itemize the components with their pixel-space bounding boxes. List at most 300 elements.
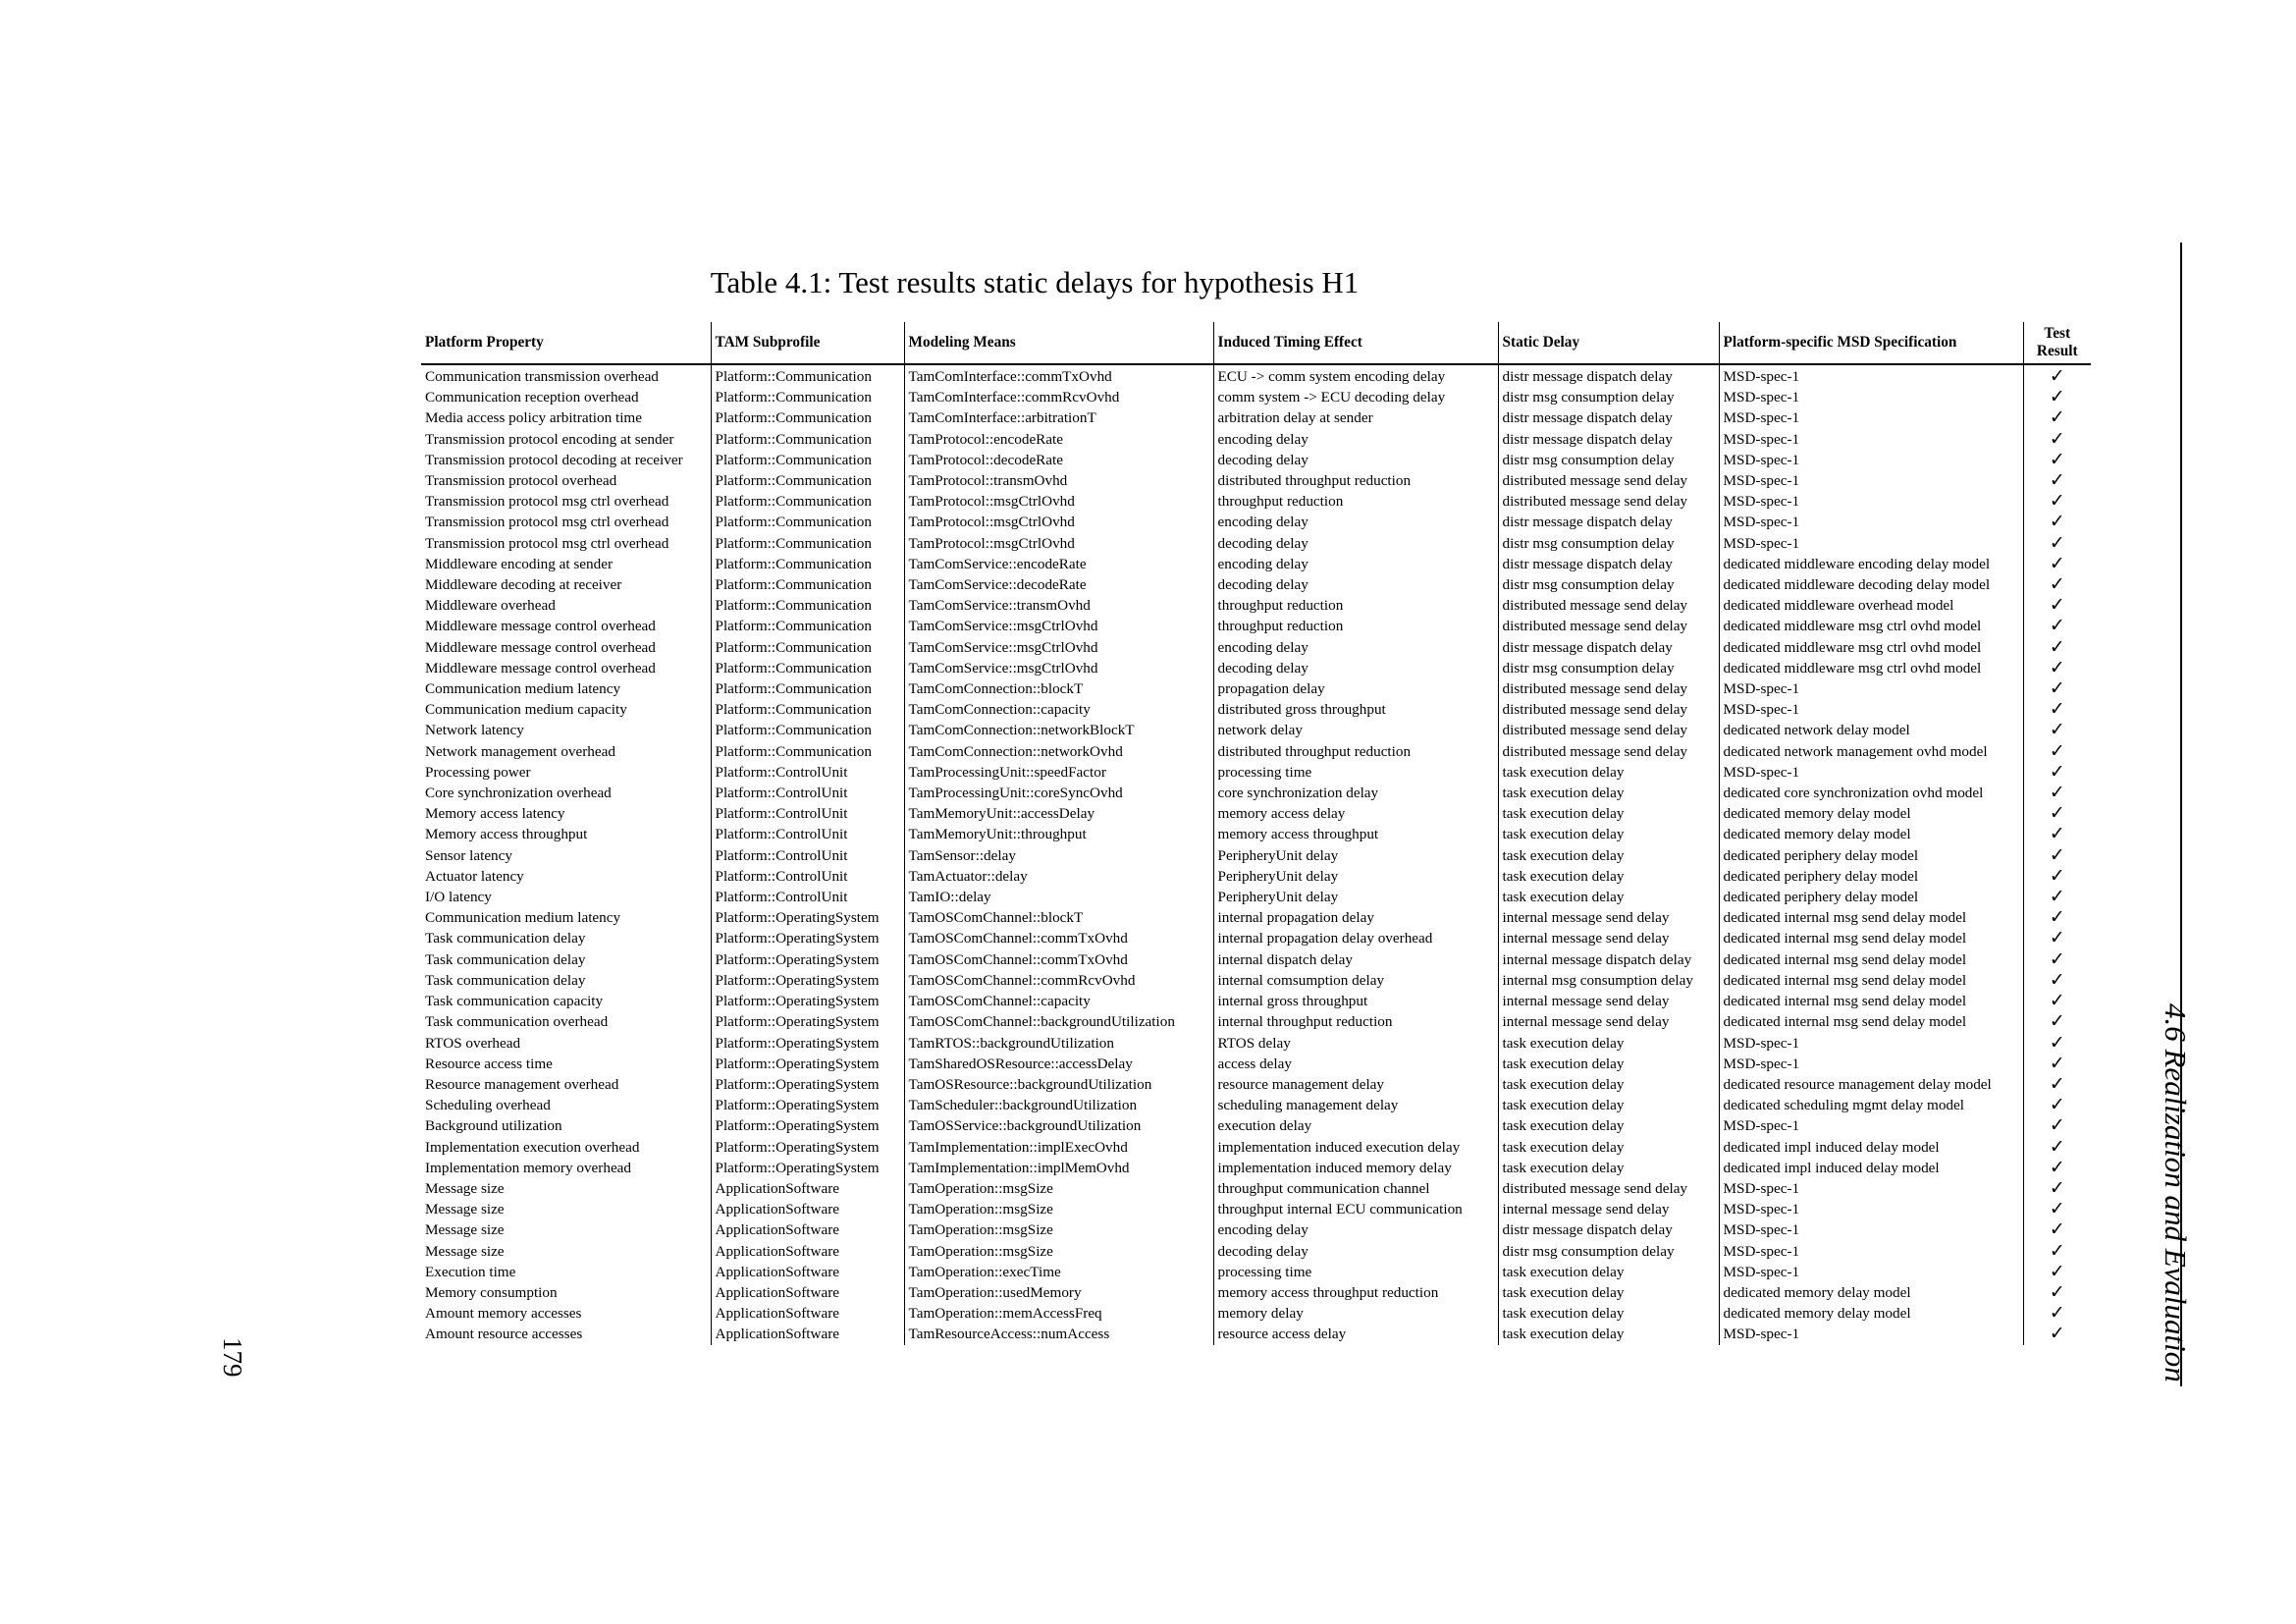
cell-modeling-means: TamOperation::msgSize [904, 1199, 1213, 1219]
cell-static-delay: task execution delay [1498, 1074, 1719, 1095]
cell-induced-timing-effect: throughput reduction [1213, 595, 1498, 616]
cell-modeling-means: TamOSComChannel::commRcvOvhd [904, 970, 1213, 991]
cell-tam-subprofile: ApplicationSoftware [711, 1303, 904, 1324]
table-row [421, 1158, 2091, 1178]
cell-msd-specification: MSD-spec-1 [1719, 387, 2023, 407]
cell-tam-subprofile: ApplicationSoftware [711, 1282, 904, 1303]
check-mark-icon: ✓ [2023, 533, 2091, 554]
cell-platform-property: Transmission protocol msg ctrl overhead [425, 514, 669, 531]
check-mark-icon: ✓ [2023, 658, 2091, 678]
cell-platform-property: Resource management overhead [425, 1075, 619, 1093]
cell-tam-subprofile: Platform::ControlUnit [711, 866, 904, 887]
cell-tam-subprofile: Platform::OperatingSystem [711, 907, 904, 928]
cell-msd-specification: dedicated middleware msg ctrl ovhd model [1719, 658, 2023, 678]
cell-tam-subprofile: Platform::OperatingSystem [711, 949, 904, 970]
cell-platform-property: Processing power [425, 763, 531, 781]
cell-platform-property: Implementation execution overhead [425, 1138, 640, 1156]
cell-msd-specification: MSD-spec-1 [1719, 1178, 2023, 1199]
cell-tam-subprofile: Platform::Communication [711, 741, 904, 762]
table-row [421, 470, 2091, 491]
check-mark-icon: ✓ [2023, 1033, 2091, 1054]
table-row [421, 1241, 2091, 1262]
col-header-platform-property: Platform Property [421, 322, 711, 364]
cell-platform-property: Transmission protocol msg ctrl overhead [425, 493, 669, 511]
cell-induced-timing-effect: PeripheryUnit delay [1213, 866, 1498, 887]
cell-static-delay: task execution delay [1498, 1158, 1719, 1178]
cell-tam-subprofile: Platform::Communication [711, 595, 904, 616]
cell-induced-timing-effect: throughput communication channel [1213, 1178, 1498, 1199]
cell-tam-subprofile: Platform::OperatingSystem [711, 1074, 904, 1095]
cell-modeling-means: TamComService::decodeRate [904, 574, 1213, 595]
cell-static-delay: task execution delay [1498, 824, 1719, 844]
check-mark-icon: ✓ [2023, 1137, 2091, 1158]
cell-static-delay: task execution delay [1498, 1262, 1719, 1282]
cell-static-delay: distributed message send delay [1498, 491, 1719, 512]
cell-modeling-means: TamProtocol::msgCtrlOvhd [904, 533, 1213, 554]
cell-tam-subprofile: Platform::Communication [711, 554, 904, 574]
cell-static-delay: internal message send delay [1498, 928, 1719, 948]
check-mark-icon: ✓ [2023, 783, 2091, 803]
cell-tam-subprofile: Platform::OperatingSystem [711, 1158, 904, 1178]
cell-induced-timing-effect: resource management delay [1213, 1074, 1498, 1095]
table-row [421, 364, 2091, 387]
cell-static-delay: distributed message send delay [1498, 678, 1719, 699]
cell-induced-timing-effect: encoding delay [1213, 554, 1498, 574]
cell-induced-timing-effect: RTOS delay [1213, 1033, 1498, 1054]
cell-modeling-means: TamOSComChannel::blockT [904, 907, 1213, 928]
cell-static-delay: distributed message send delay [1498, 470, 1719, 491]
cell-msd-specification: dedicated internal msg send delay model [1719, 907, 2023, 928]
cell-modeling-means: TamComConnection::networkBlockT [904, 720, 1213, 740]
cell-tam-subprofile: Platform::Communication [711, 658, 904, 678]
cell-static-delay: distr message dispatch delay [1498, 407, 1719, 428]
cell-induced-timing-effect: access delay [1213, 1054, 1498, 1074]
cell-msd-specification: MSD-spec-1 [1719, 407, 2023, 428]
cell-tam-subprofile: Platform::Communication [711, 407, 904, 428]
cell-platform-property: Communication reception overhead [425, 389, 639, 406]
cell-tam-subprofile: Platform::OperatingSystem [711, 1054, 904, 1074]
table-row [421, 741, 2091, 762]
cell-induced-timing-effect: internal propagation delay [1213, 907, 1498, 928]
cell-modeling-means: TamSensor::delay [904, 845, 1213, 866]
cell-platform-property: Middleware encoding at sender [425, 555, 614, 572]
cell-tam-subprofile: Platform::ControlUnit [711, 783, 904, 803]
cell-msd-specification: MSD-spec-1 [1719, 678, 2023, 699]
cell-tam-subprofile: Platform::OperatingSystem [711, 1137, 904, 1158]
cell-static-delay: task execution delay [1498, 1137, 1719, 1158]
cell-tam-subprofile: Platform::Communication [711, 512, 904, 532]
cell-platform-property: Network management overhead [425, 742, 615, 760]
cell-platform-property: Memory consumption [425, 1283, 558, 1301]
cell-induced-timing-effect: decoding delay [1213, 1241, 1498, 1262]
cell-modeling-means: TamProtocol::msgCtrlOvhd [904, 491, 1213, 512]
cell-modeling-means: TamMemoryUnit::throughput [904, 824, 1213, 844]
cell-induced-timing-effect: internal dispatch delay [1213, 949, 1498, 970]
cell-static-delay: distributed message send delay [1498, 741, 1719, 762]
check-mark-icon: ✓ [2023, 678, 2091, 699]
cell-platform-property: Resource access time [425, 1055, 553, 1072]
cell-platform-property: Middleware decoding at receiver [425, 576, 622, 594]
cell-modeling-means: TamOSComChannel::commTxOvhd [904, 949, 1213, 970]
cell-induced-timing-effect: decoding delay [1213, 533, 1498, 554]
cell-tam-subprofile: Platform::Communication [711, 470, 904, 491]
cell-tam-subprofile: Platform::ControlUnit [711, 824, 904, 844]
cell-msd-specification: dedicated periphery delay model [1719, 845, 2023, 866]
cell-platform-property: Task communication delay [425, 950, 586, 968]
check-mark-icon: ✓ [2023, 1011, 2091, 1032]
cell-induced-timing-effect: encoding delay [1213, 429, 1498, 450]
cell-induced-timing-effect: propagation delay [1213, 678, 1498, 699]
cell-static-delay: distr message dispatch delay [1498, 1219, 1719, 1240]
check-mark-icon: ✓ [2023, 1241, 2091, 1262]
table-row [421, 907, 2091, 928]
table-row [421, 699, 2091, 720]
cell-induced-timing-effect: internal comsumption delay [1213, 970, 1498, 991]
cell-static-delay: task execution delay [1498, 1115, 1719, 1136]
cell-induced-timing-effect: encoding delay [1213, 1219, 1498, 1240]
table-row [421, 678, 2091, 699]
cell-tam-subprofile: Platform::Communication [711, 533, 904, 554]
cell-platform-property: Communication medium capacity [425, 701, 627, 719]
table-row [421, 616, 2091, 636]
cell-platform-property: Middleware message control overhead [425, 618, 656, 635]
check-mark-icon: ✓ [2023, 574, 2091, 595]
check-mark-icon: ✓ [2023, 450, 2091, 470]
cell-tam-subprofile: Platform::Communication [711, 678, 904, 699]
cell-static-delay: task execution delay [1498, 762, 1719, 783]
cell-platform-property: I/O latency [425, 889, 492, 906]
check-mark-icon: ✓ [2023, 1199, 2091, 1219]
check-mark-icon: ✓ [2023, 720, 2091, 740]
table-row [421, 845, 2091, 866]
cell-msd-specification: MSD-spec-1 [1719, 1219, 2023, 1240]
cell-modeling-means: TamComInterface::commTxOvhd [904, 364, 1213, 387]
cell-msd-specification: dedicated internal msg send delay model [1719, 970, 2023, 991]
cell-platform-property: Task communication capacity [425, 993, 604, 1010]
cell-tam-subprofile: Platform::Communication [711, 429, 904, 450]
cell-induced-timing-effect: processing time [1213, 1262, 1498, 1282]
table-row [421, 1011, 2091, 1032]
cell-modeling-means: TamOSResource::backgroundUtilization [904, 1074, 1213, 1095]
col-header-induced-timing-effect: Induced Timing Effect [1213, 322, 1498, 364]
cell-modeling-means: TamRTOS::backgroundUtilization [904, 1033, 1213, 1054]
cell-tam-subprofile: Platform::ControlUnit [711, 845, 904, 866]
col-header-test-result-text: Test Result [2036, 325, 2078, 359]
check-mark-icon: ✓ [2023, 1158, 2091, 1178]
cell-msd-specification: dedicated scheduling mgmt delay model [1719, 1095, 2023, 1115]
cell-platform-property: Task communication overhead [425, 1013, 609, 1031]
cell-static-delay: distributed message send delay [1498, 595, 1719, 616]
table-row [421, 1054, 2091, 1074]
check-mark-icon: ✓ [2023, 824, 2091, 844]
cell-tam-subprofile: Platform::Communication [711, 450, 904, 470]
cell-static-delay: internal message dispatch delay [1498, 949, 1719, 970]
cell-tam-subprofile: Platform::Communication [711, 574, 904, 595]
cell-induced-timing-effect: internal gross throughput [1213, 991, 1498, 1011]
check-mark-icon: ✓ [2023, 887, 2091, 907]
cell-tam-subprofile: ApplicationSoftware [711, 1199, 904, 1219]
check-mark-icon: ✓ [2023, 470, 2091, 491]
cell-tam-subprofile: Platform::ControlUnit [711, 803, 904, 824]
table-caption: Table 4.1: Test results static delays for hypothesis H1 [710, 265, 1360, 299]
cell-msd-specification: dedicated middleware msg ctrl ovhd model [1719, 616, 2023, 636]
table-row [421, 949, 2091, 970]
cell-tam-subprofile: Platform::Communication [711, 699, 904, 720]
cell-tam-subprofile: Platform::Communication [711, 387, 904, 407]
cell-static-delay: distr msg consumption delay [1498, 387, 1719, 407]
table-row [421, 928, 2091, 948]
cell-modeling-means: TamProtocol::msgCtrlOvhd [904, 512, 1213, 532]
cell-platform-property: Message size [425, 1179, 505, 1197]
cell-static-delay: task execution delay [1498, 783, 1719, 803]
cell-platform-property: Middleware overhead [425, 597, 556, 615]
cell-induced-timing-effect: comm system -> ECU decoding delay [1213, 387, 1498, 407]
cell-platform-property: Amount resource accesses [425, 1326, 583, 1343]
cell-msd-specification: dedicated network management ovhd model [1719, 741, 2023, 762]
cell-induced-timing-effect: execution delay [1213, 1115, 1498, 1136]
cell-msd-specification: dedicated internal msg send delay model [1719, 1011, 2023, 1032]
cell-modeling-means: TamComService::msgCtrlOvhd [904, 637, 1213, 658]
cell-msd-specification: MSD-spec-1 [1719, 1115, 2023, 1136]
cell-static-delay: internal msg consumption delay [1498, 970, 1719, 991]
check-mark-icon: ✓ [2023, 637, 2091, 658]
page-number: 179 [218, 1337, 247, 1378]
cell-static-delay: internal message send delay [1498, 991, 1719, 1011]
check-mark-icon: ✓ [2023, 1074, 2091, 1095]
cell-msd-specification: MSD-spec-1 [1719, 1199, 2023, 1219]
cell-msd-specification: MSD-spec-1 [1719, 512, 2023, 532]
cell-modeling-means: TamMemoryUnit::accessDelay [904, 803, 1213, 824]
cell-tam-subprofile: Platform::OperatingSystem [711, 1095, 904, 1115]
cell-induced-timing-effect: resource access delay [1213, 1324, 1498, 1344]
cell-msd-specification: dedicated middleware encoding delay model [1719, 554, 2023, 574]
cell-tam-subprofile: ApplicationSoftware [711, 1178, 904, 1199]
cell-msd-specification: MSD-spec-1 [1719, 533, 2023, 554]
cell-induced-timing-effect: PeripheryUnit delay [1213, 845, 1498, 866]
cell-induced-timing-effect: ECU -> comm system encoding delay [1213, 364, 1498, 387]
cell-induced-timing-effect: distributed gross throughput [1213, 699, 1498, 720]
cell-induced-timing-effect: internal throughput reduction [1213, 1011, 1498, 1032]
table-row [421, 991, 2091, 1011]
cell-modeling-means: TamComInterface::commRcvOvhd [904, 387, 1213, 407]
cell-static-delay: task execution delay [1498, 845, 1719, 866]
table-row [421, 554, 2091, 574]
check-mark-icon: ✓ [2023, 803, 2091, 824]
check-mark-icon: ✓ [2023, 554, 2091, 574]
table-row [421, 1033, 2091, 1054]
table-row [421, 1282, 2091, 1303]
cell-platform-property: Transmission protocol overhead [425, 472, 617, 490]
cell-static-delay: distr message dispatch delay [1498, 364, 1719, 387]
cell-platform-property: Communication medium latency [425, 680, 621, 698]
table-row [421, 1115, 2091, 1136]
cell-msd-specification: dedicated internal msg send delay model [1719, 991, 2023, 1011]
cell-msd-specification: dedicated impl induced delay model [1719, 1158, 2023, 1178]
cell-static-delay: task execution delay [1498, 1033, 1719, 1054]
col-header-tam-subprofile: TAM Subprofile [711, 322, 904, 364]
cell-static-delay: distr message dispatch delay [1498, 512, 1719, 532]
table-row [421, 1262, 2091, 1282]
cell-tam-subprofile: Platform::OperatingSystem [711, 1115, 904, 1136]
cell-induced-timing-effect: encoding delay [1213, 512, 1498, 532]
cell-platform-property: Amount memory accesses [425, 1305, 582, 1323]
cell-static-delay: task execution delay [1498, 1054, 1719, 1074]
check-mark-icon: ✓ [2023, 512, 2091, 532]
check-mark-icon: ✓ [2023, 991, 2091, 1011]
results-table [421, 322, 2091, 1345]
table-row [421, 407, 2091, 428]
cell-platform-property: Memory access latency [425, 805, 565, 823]
cell-platform-property: Middleware message control overhead [425, 659, 656, 677]
cell-tam-subprofile: Platform::OperatingSystem [711, 991, 904, 1011]
cell-modeling-means: TamProtocol::encodeRate [904, 429, 1213, 450]
cell-induced-timing-effect: implementation induced memory delay [1213, 1158, 1498, 1178]
table-row [421, 1219, 2091, 1240]
cell-static-delay: task execution delay [1498, 866, 1719, 887]
cell-msd-specification: MSD-spec-1 [1719, 699, 2023, 720]
cell-tam-subprofile: Platform::Communication [711, 720, 904, 740]
cell-induced-timing-effect: throughput reduction [1213, 491, 1498, 512]
check-mark-icon: ✓ [2023, 949, 2091, 970]
cell-tam-subprofile: Platform::ControlUnit [711, 762, 904, 783]
table-row [421, 970, 2091, 991]
cell-msd-specification: MSD-spec-1 [1719, 364, 2023, 387]
cell-tam-subprofile: Platform::Communication [711, 491, 904, 512]
cell-static-delay: distributed message send delay [1498, 699, 1719, 720]
cell-tam-subprofile: Platform::OperatingSystem [711, 1011, 904, 1032]
table-row [421, 512, 2091, 532]
cell-modeling-means: TamImplementation::implExecOvhd [904, 1137, 1213, 1158]
table-body [421, 364, 2091, 1345]
cell-platform-property: Message size [425, 1242, 505, 1260]
check-mark-icon: ✓ [2023, 1054, 2091, 1074]
cell-msd-specification: dedicated middleware decoding delay model [1719, 574, 2023, 595]
cell-platform-property: Network latency [425, 722, 524, 739]
cell-platform-property: Execution time [425, 1263, 516, 1280]
cell-platform-property: Message size [425, 1221, 505, 1239]
cell-msd-specification: dedicated memory delay model [1719, 824, 2023, 844]
cell-modeling-means: TamComService::msgCtrlOvhd [904, 616, 1213, 636]
table-row [421, 574, 2091, 595]
cell-induced-timing-effect: processing time [1213, 762, 1498, 783]
cell-platform-property: Implementation memory overhead [425, 1159, 632, 1176]
check-mark-icon: ✓ [2023, 699, 2091, 720]
cell-msd-specification: MSD-spec-1 [1719, 1033, 2023, 1054]
cell-platform-property: Scheduling overhead [425, 1097, 551, 1114]
cell-tam-subprofile: Platform::Communication [711, 616, 904, 636]
col-header-static-delay: Static Delay [1498, 322, 1719, 364]
table-row [421, 595, 2091, 616]
table-row [421, 450, 2091, 470]
cell-platform-property: Transmission protocol encoding at sender [425, 430, 674, 448]
check-mark-icon: ✓ [2023, 1115, 2091, 1136]
cell-platform-property: Core synchronization overhead [425, 785, 612, 802]
cell-modeling-means: TamComConnection::capacity [904, 699, 1213, 720]
check-mark-icon: ✓ [2023, 429, 2091, 450]
cell-platform-property: Transmission protocol decoding at receiver [425, 451, 683, 468]
check-mark-icon: ✓ [2023, 1282, 2091, 1303]
cell-msd-specification: dedicated memory delay model [1719, 1282, 2023, 1303]
check-mark-icon: ✓ [2023, 741, 2091, 762]
check-mark-icon: ✓ [2023, 387, 2091, 407]
cell-platform-property: RTOS overhead [425, 1034, 521, 1052]
cell-tam-subprofile: ApplicationSoftware [711, 1241, 904, 1262]
col-header-test-result [2023, 322, 2091, 364]
cell-induced-timing-effect: core synchronization delay [1213, 783, 1498, 803]
cell-msd-specification: dedicated network delay model [1719, 720, 2023, 740]
cell-modeling-means: TamComInterface::arbitrationT [904, 407, 1213, 428]
table-row [421, 533, 2091, 554]
cell-induced-timing-effect: PeripheryUnit delay [1213, 887, 1498, 907]
table-row [421, 429, 2091, 450]
cell-msd-specification: MSD-spec-1 [1719, 429, 2023, 450]
cell-static-delay: distr message dispatch delay [1498, 429, 1719, 450]
cell-modeling-means: TamProtocol::decodeRate [904, 450, 1213, 470]
cell-msd-specification: dedicated core synchronization ovhd model [1719, 783, 2023, 803]
cell-static-delay: distributed message send delay [1498, 1178, 1719, 1199]
cell-msd-specification: dedicated memory delay model [1719, 803, 2023, 824]
cell-static-delay: task execution delay [1498, 887, 1719, 907]
cell-platform-property: Task communication delay [425, 930, 586, 947]
cell-static-delay: task execution delay [1498, 1282, 1719, 1303]
cell-modeling-means: TamSharedOSResource::accessDelay [904, 1054, 1213, 1074]
cell-static-delay: distr message dispatch delay [1498, 637, 1719, 658]
table-row [421, 1324, 2091, 1344]
cell-modeling-means: TamScheduler::backgroundUtilization [904, 1095, 1213, 1115]
cell-induced-timing-effect: encoding delay [1213, 637, 1498, 658]
cell-msd-specification: MSD-spec-1 [1719, 1324, 2023, 1344]
table-row [421, 1137, 2091, 1158]
check-mark-icon: ✓ [2023, 1095, 2091, 1115]
cell-modeling-means: TamComService::encodeRate [904, 554, 1213, 574]
cell-msd-specification: dedicated internal msg send delay model [1719, 928, 2023, 948]
cell-msd-specification: dedicated periphery delay model [1719, 887, 2023, 907]
cell-platform-property: Communication medium latency [425, 909, 621, 927]
cell-induced-timing-effect: decoding delay [1213, 450, 1498, 470]
cell-induced-timing-effect: decoding delay [1213, 574, 1498, 595]
cell-modeling-means: TamComService::msgCtrlOvhd [904, 658, 1213, 678]
check-mark-icon: ✓ [2023, 595, 2091, 616]
check-mark-icon: ✓ [2023, 907, 2091, 928]
check-mark-icon: ✓ [2023, 1303, 2091, 1324]
cell-static-delay: distr message dispatch delay [1498, 554, 1719, 574]
cell-modeling-means: TamOperation::msgSize [904, 1178, 1213, 1199]
running-section-title: 4.6 Realization and Evaluation [2159, 1003, 2193, 1382]
cell-modeling-means: TamOperation::msgSize [904, 1219, 1213, 1240]
col-header-msd-specification: Platform-specific MSD Specification [1719, 322, 2023, 364]
cell-modeling-means: TamOperation::usedMemory [904, 1282, 1213, 1303]
cell-modeling-means: TamActuator::delay [904, 866, 1213, 887]
check-mark-icon: ✓ [2023, 364, 2091, 387]
header-row [421, 322, 2091, 364]
cell-modeling-means: TamProtocol::transmOvhd [904, 470, 1213, 491]
cell-static-delay: internal message send delay [1498, 1011, 1719, 1032]
cell-msd-specification: dedicated resource management delay model [1719, 1074, 2023, 1095]
cell-induced-timing-effect: decoding delay [1213, 658, 1498, 678]
check-mark-icon: ✓ [2023, 845, 2091, 866]
cell-induced-timing-effect: throughput reduction [1213, 616, 1498, 636]
cell-static-delay: distr msg consumption delay [1498, 533, 1719, 554]
cell-modeling-means: TamComService::transmOvhd [904, 595, 1213, 616]
check-mark-icon: ✓ [2023, 1219, 2091, 1240]
table-row [421, 637, 2091, 658]
check-mark-icon: ✓ [2023, 616, 2091, 636]
cell-msd-specification: MSD-spec-1 [1719, 762, 2023, 783]
cell-induced-timing-effect: implementation induced execution delay [1213, 1137, 1498, 1158]
cell-modeling-means: TamImplementation::implMemOvhd [904, 1158, 1213, 1178]
cell-static-delay: distr msg consumption delay [1498, 1241, 1719, 1262]
check-mark-icon: ✓ [2023, 1178, 2091, 1199]
